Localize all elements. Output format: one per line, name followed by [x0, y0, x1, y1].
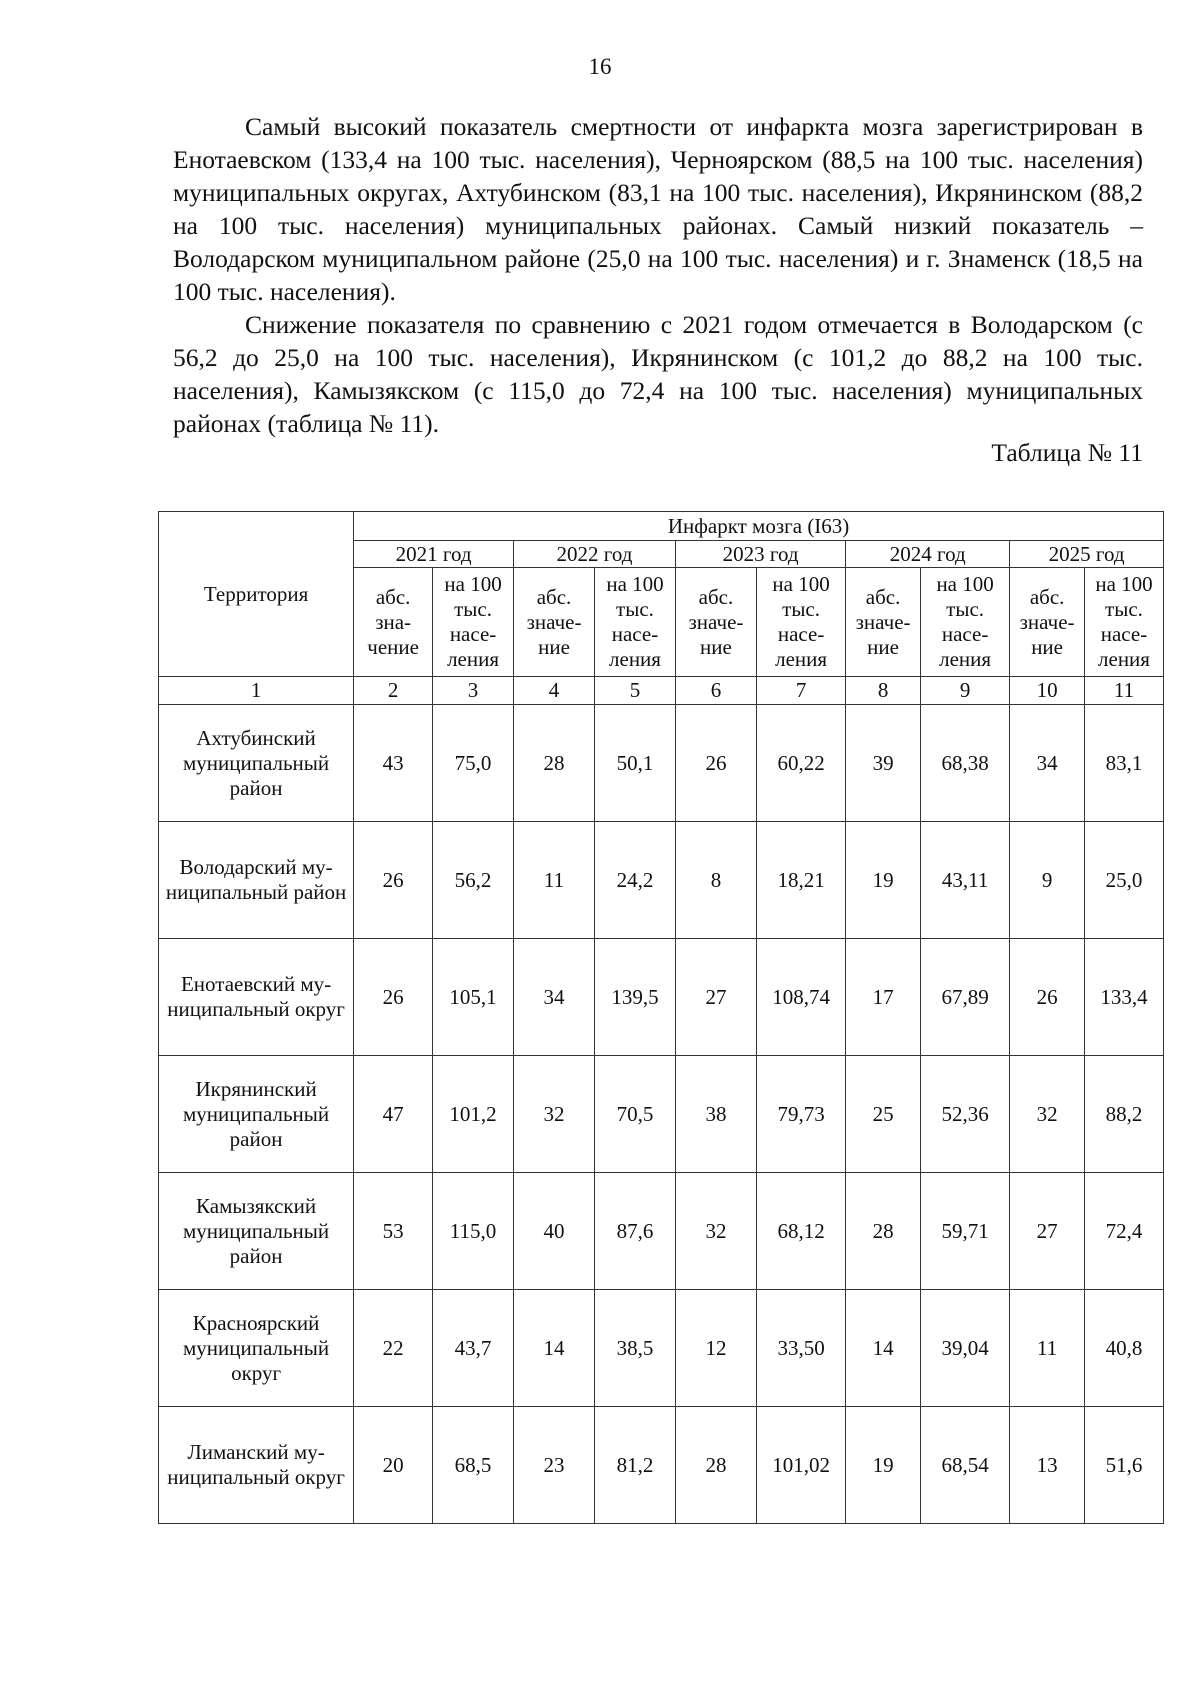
- per-100k-cell: 59,71: [920, 1173, 1009, 1290]
- column-number: 6: [675, 677, 756, 705]
- per-100k-header: на 100 тыс. населения: [1084, 568, 1163, 677]
- table-row: [159, 1173, 1164, 1290]
- column-number: 3: [433, 677, 514, 705]
- per-100k-cell: 60,22: [756, 705, 845, 822]
- per-100k-cell: 115,0: [433, 1173, 514, 1290]
- per-100k-cell: 133,4: [1084, 939, 1163, 1056]
- column-number-row: [159, 677, 1164, 705]
- table-caption: Таблица № 11: [991, 438, 1143, 467]
- group-header: Инфаркт мозга (I63): [354, 512, 1164, 541]
- per-100k-cell: 67,89: [920, 939, 1009, 1056]
- column-number: 8: [846, 677, 921, 705]
- abs-value-cell: 32: [514, 1056, 595, 1173]
- per-100k-cell: 79,73: [756, 1056, 845, 1173]
- abs-value-cell: 28: [846, 1173, 921, 1290]
- table-row: [159, 939, 1164, 1056]
- table-row: [159, 705, 1164, 822]
- abs-value-cell: 20: [354, 1407, 433, 1524]
- per-100k-cell: 39,04: [920, 1290, 1009, 1407]
- per-100k-cell: 40,8: [1084, 1290, 1163, 1407]
- abs-value-cell: 14: [846, 1290, 921, 1407]
- abs-value-cell: 34: [1010, 705, 1085, 822]
- abs-value-cell: 22: [354, 1290, 433, 1407]
- territory-cell: Красноярский муниципальный округ: [159, 1290, 354, 1407]
- abs-value-cell: 19: [846, 1407, 921, 1524]
- per-100k-cell: 83,1: [1084, 705, 1163, 822]
- abs-value-cell: 23: [514, 1407, 595, 1524]
- abs-value-cell: 53: [354, 1173, 433, 1290]
- abs-value-cell: 26: [675, 705, 756, 822]
- abs-value-cell: 32: [675, 1173, 756, 1290]
- abs-value-cell: 19: [846, 822, 921, 939]
- per-100k-cell: 68,54: [920, 1407, 1009, 1524]
- table-row: [159, 1056, 1164, 1173]
- year-header: 2025 год: [1010, 541, 1164, 568]
- per-100k-cell: 68,12: [756, 1173, 845, 1290]
- column-number: 4: [514, 677, 595, 705]
- abs-value-cell: 38: [675, 1056, 756, 1173]
- abs-value-cell: 11: [514, 822, 595, 939]
- per-100k-cell: 72,4: [1084, 1173, 1163, 1290]
- territory-header: Территория: [159, 512, 354, 677]
- per-100k-cell: 43,7: [433, 1290, 514, 1407]
- column-number: 11: [1084, 677, 1163, 705]
- page-number: 16: [588, 54, 612, 79]
- column-number: 2: [354, 677, 433, 705]
- abs-value-cell: 47: [354, 1056, 433, 1173]
- column-number: 5: [595, 677, 676, 705]
- column-number: 10: [1010, 677, 1085, 705]
- per-100k-cell: 33,50: [756, 1290, 845, 1407]
- per-100k-cell: 68,38: [920, 705, 1009, 822]
- abs-value-cell: 28: [514, 705, 595, 822]
- abs-value-cell: 26: [354, 939, 433, 1056]
- per-100k-cell: 139,5: [595, 939, 676, 1056]
- territory-cell: Володарский муниципальный район: [159, 822, 354, 939]
- abs-value-cell: 26: [1010, 939, 1085, 1056]
- body-text: [173, 110, 1143, 440]
- territory-cell: Икрянинский муниципальный район: [159, 1056, 354, 1173]
- column-number: 1: [159, 677, 354, 705]
- per-100k-cell: 38,5: [595, 1290, 676, 1407]
- column-number: 7: [756, 677, 845, 705]
- per-100k-cell: 24,2: [595, 822, 676, 939]
- abs-value-header: абс. значение: [514, 568, 595, 677]
- per-100k-cell: 56,2: [433, 822, 514, 939]
- abs-value-cell: 11: [1010, 1290, 1085, 1407]
- per-100k-header: на 100 тыс. населения: [920, 568, 1009, 677]
- mortality-table: [158, 511, 1164, 1524]
- year-header: 2023 год: [675, 541, 845, 568]
- abs-value-header: абс. значение: [846, 568, 921, 677]
- abs-value-cell: 43: [354, 705, 433, 822]
- abs-value-cell: 27: [675, 939, 756, 1056]
- per-100k-cell: 101,02: [756, 1407, 845, 1524]
- abs-value-header: абс. значение: [354, 568, 433, 677]
- per-100k-cell: 101,2: [433, 1056, 514, 1173]
- per-100k-cell: 70,5: [595, 1056, 676, 1173]
- abs-value-header: абс. значение: [675, 568, 756, 677]
- per-100k-cell: 108,74: [756, 939, 845, 1056]
- per-100k-cell: 68,5: [433, 1407, 514, 1524]
- year-header: 2024 год: [846, 541, 1010, 568]
- per-100k-header: на 100 тыс. населения: [595, 568, 676, 677]
- abs-value-cell: 34: [514, 939, 595, 1056]
- table-row: [159, 1290, 1164, 1407]
- paragraph-1: Самый высокий показатель смертности от инфаркта мозга зарегистрирован в Енотаевском (133,4 на 100 тыс. населения), Черноярском (88,5 на 100 тыс. населения) муниципальных округах, Ахтубинском (83,1 на 100 тыс. населения), Икрянинском (88,2 на 100 тыс. населения) муниципальных районах. Самый низкий показатель – Володарском муниципальном районе (25,0 на 100 тыс. населения) и г. Знаменск (18,5 на 100 тыс. населения).: [173, 112, 1143, 306]
- year-header: 2021 год: [354, 541, 514, 568]
- per-100k-cell: 75,0: [433, 705, 514, 822]
- per-100k-cell: 50,1: [595, 705, 676, 822]
- territory-cell: Ахтубинский муниципальный район: [159, 705, 354, 822]
- table-body: [159, 677, 1164, 1524]
- abs-value-header: абс. значение: [1010, 568, 1085, 677]
- column-number: 9: [920, 677, 1009, 705]
- paragraph-2: Снижение показателя по сравнению с 2021 годом отмечается в Володарском (с 56,2 до 25,0 на 100 тыс. населения), Икрянинском (с 101,2 до 88,2 на 100 тыс. населения), Камызякском (с 115,0 до 72,4 на 100 тыс. населения) муниципальных районах (таблица № 11).: [173, 310, 1143, 438]
- abs-value-cell: 14: [514, 1290, 595, 1407]
- year-header: 2022 год: [514, 541, 676, 568]
- territory-cell: Енотаевский муниципальный округ: [159, 939, 354, 1056]
- per-100k-header: на 100 тыс. населения: [433, 568, 514, 677]
- table-row: [159, 822, 1164, 939]
- abs-value-cell: 17: [846, 939, 921, 1056]
- abs-value-cell: 28: [675, 1407, 756, 1524]
- abs-value-cell: 25: [846, 1056, 921, 1173]
- abs-value-cell: 26: [354, 822, 433, 939]
- abs-value-cell: 27: [1010, 1173, 1085, 1290]
- per-100k-cell: 81,2: [595, 1407, 676, 1524]
- abs-value-cell: 13: [1010, 1407, 1085, 1524]
- abs-value-cell: 40: [514, 1173, 595, 1290]
- abs-value-cell: 39: [846, 705, 921, 822]
- abs-value-cell: 12: [675, 1290, 756, 1407]
- abs-value-cell: 8: [675, 822, 756, 939]
- territory-cell: Камызякский муниципальный район: [159, 1173, 354, 1290]
- per-100k-cell: 87,6: [595, 1173, 676, 1290]
- per-100k-cell: 18,21: [756, 822, 845, 939]
- per-100k-cell: 51,6: [1084, 1407, 1163, 1524]
- abs-value-cell: 32: [1010, 1056, 1085, 1173]
- territory-cell: Лиманский муниципальный округ: [159, 1407, 354, 1524]
- per-100k-cell: 43,11: [920, 822, 1009, 939]
- table-row: [159, 1407, 1164, 1524]
- abs-value-cell: 9: [1010, 822, 1085, 939]
- per-100k-header: на 100 тыс. населения: [756, 568, 845, 677]
- per-100k-cell: 52,36: [920, 1056, 1009, 1173]
- per-100k-cell: 88,2: [1084, 1056, 1163, 1173]
- per-100k-cell: 25,0: [1084, 822, 1163, 939]
- per-100k-cell: 105,1: [433, 939, 514, 1056]
